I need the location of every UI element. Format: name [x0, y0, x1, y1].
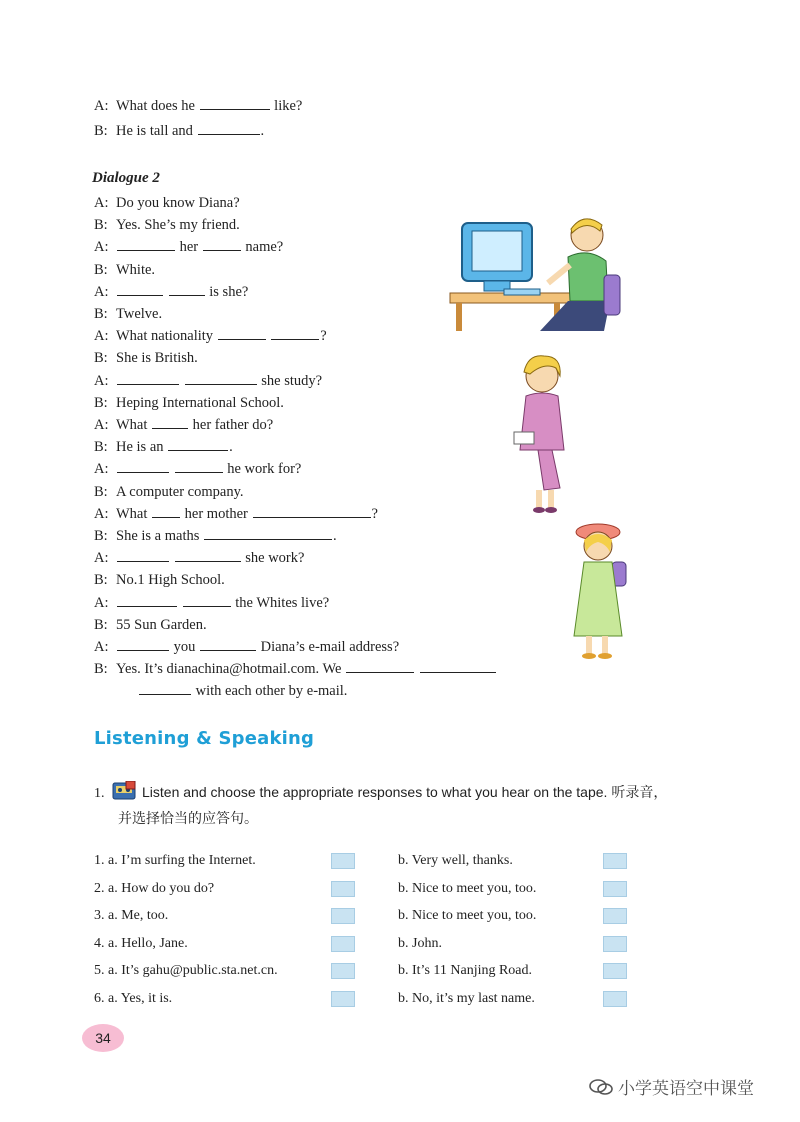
line-text: [164, 284, 168, 300]
line-text: She is British.: [116, 350, 198, 367]
answer-checkbox-a[interactable]: [331, 853, 355, 869]
answer-blank[interactable]: [200, 96, 270, 110]
speaker-label: A:: [94, 195, 109, 211]
answer-blank[interactable]: [218, 326, 266, 340]
dialogue-line: [94, 193, 240, 213]
line-text: Do you know Diana?: [116, 195, 240, 211]
instruction-text-2: 并选择恰当的应答句。: [118, 810, 258, 826]
page-number: 34: [82, 1024, 124, 1052]
speaker-label: A:: [94, 639, 109, 655]
answer-blank[interactable]: [198, 121, 260, 135]
line-text: is she?: [205, 283, 249, 300]
dialogue-line: [94, 593, 329, 613]
dialogue-line: [94, 548, 304, 568]
option-b: b. It’s 11 Nanjing Road.: [398, 963, 533, 978]
line-text: [267, 328, 271, 344]
speaker-label: A:: [94, 372, 109, 389]
line-text: [178, 595, 182, 611]
dialogue-line: [94, 215, 240, 235]
dialogue-line: [94, 326, 327, 346]
option-a: 2. a. How do you do?: [94, 880, 215, 896]
answer-blank[interactable]: [152, 415, 188, 429]
answer-blank[interactable]: [175, 548, 241, 562]
dialogue-title: Dialogue 2: [92, 170, 160, 186]
answer-blank[interactable]: [152, 504, 180, 518]
answer-checkbox-b[interactable]: [603, 853, 627, 869]
dialogue-line: [94, 659, 497, 679]
dialogue-line: [94, 459, 301, 479]
line-text: like?: [270, 98, 303, 114]
answer-blank[interactable]: [117, 237, 175, 251]
line-text: .: [333, 528, 337, 544]
speaker-label: B:: [94, 572, 108, 589]
line-text: ?: [320, 328, 327, 345]
answer-blank[interactable]: [117, 637, 169, 651]
option-b: b. Nice to meet you, too.: [398, 908, 537, 923]
option-a: 5. a. It’s gahu@public.sta.net.cn.: [94, 963, 278, 978]
dialogue-line: [94, 393, 284, 413]
answer-blank[interactable]: [185, 371, 257, 385]
speaker-label: B:: [94, 439, 108, 456]
line-text: you: [170, 639, 199, 655]
line-text: her: [176, 239, 202, 256]
answer-blank[interactable]: [175, 459, 223, 473]
answer-checkbox-a[interactable]: [331, 991, 355, 1007]
line-text: What: [116, 417, 152, 433]
dialogue-line: [94, 637, 399, 657]
option-b: b. Very well, thanks.: [398, 853, 513, 868]
dialogue-line: [116, 681, 347, 701]
dialogue-line: [94, 260, 155, 280]
instruction-number: 1.: [94, 786, 105, 801]
line-text: .: [260, 123, 265, 139]
line-text: .: [229, 439, 233, 456]
answer-blank[interactable]: [271, 326, 319, 340]
answer-blank[interactable]: [139, 681, 191, 695]
speaker-label: A:: [94, 594, 109, 611]
line-text: ?: [371, 505, 378, 522]
line-text: White.: [116, 261, 156, 278]
answer-blank[interactable]: [203, 237, 241, 251]
line-text: What does he: [116, 98, 199, 114]
answer-blank[interactable]: [117, 548, 169, 562]
dialogue-line: [94, 570, 225, 590]
dialogue-line: [94, 526, 337, 546]
answer-blank[interactable]: [117, 459, 169, 473]
line-text: She is a maths: [116, 528, 203, 544]
speaker-label: B:: [94, 306, 108, 322]
line-text: What nationality: [116, 328, 217, 345]
boy-at-computer-illustration: [444, 205, 624, 335]
line-text: she work?: [241, 550, 305, 567]
line-text: Diana’s e-mail address?: [257, 639, 400, 655]
instruction: [94, 780, 734, 830]
line-text: the Whites live?: [231, 594, 330, 611]
speaker-label: A:: [94, 328, 109, 345]
line-text: Yes. It’s dianachina@hotmail.com. We: [116, 661, 346, 678]
speaker-label: B:: [94, 394, 108, 411]
watermark-text: 小学英语空中课堂: [618, 1079, 754, 1099]
option-b: b. Nice to meet you, too.: [398, 880, 537, 896]
dialogue-line: [94, 415, 273, 435]
speaker-label: B:: [94, 261, 108, 278]
dialogue-line: [94, 371, 322, 391]
option-b: b. John.: [398, 935, 442, 951]
line-text: her father do?: [189, 417, 274, 433]
answer-checkbox-b[interactable]: [603, 908, 627, 924]
line-text: [170, 461, 174, 477]
option-a: 1. a. I’m surfing the Internet.: [94, 853, 256, 868]
speaker-label: B:: [94, 616, 108, 633]
speaker-label: B:: [94, 217, 108, 234]
top-line: [94, 96, 302, 116]
speaker-label: A:: [94, 461, 109, 478]
speaker-label: A:: [94, 505, 109, 522]
speaker-label: B:: [94, 528, 108, 544]
option-a: 3. a. Me, too.: [94, 908, 169, 923]
line-text: Twelve.: [116, 306, 163, 322]
line-text: No.1 High School.: [116, 572, 225, 589]
speaker-label: A:: [94, 98, 109, 114]
line-text: He is an: [116, 439, 168, 456]
answer-blank[interactable]: [168, 437, 228, 451]
line-text: 55 Sun Garden.: [116, 616, 207, 633]
answer-blank[interactable]: [253, 504, 371, 518]
answer-checkbox-a[interactable]: [331, 936, 355, 952]
line-text: Yes. She’s my friend.: [116, 217, 240, 234]
line-text: with each other by e-mail.: [192, 683, 348, 700]
line-text: A computer company.: [116, 483, 244, 500]
line-text: name?: [241, 239, 284, 256]
answer-blank[interactable]: [117, 282, 163, 296]
line-text: [170, 550, 174, 566]
watermark: [588, 1074, 754, 1099]
speaker-label: B:: [94, 483, 108, 500]
cassette-tape-icon: [112, 781, 136, 801]
option-b: b. No, it’s my last name.: [398, 990, 535, 1006]
speaker-label: A:: [94, 417, 109, 433]
dialogue-line: [94, 282, 248, 302]
answer-blank[interactable]: [420, 659, 496, 673]
dialogue-line: [94, 482, 244, 502]
answer-blank[interactable]: [200, 637, 256, 651]
dialogue-line: [94, 437, 233, 457]
answer-blank[interactable]: [346, 659, 414, 673]
dialogue-line: [94, 348, 198, 368]
answer-blank[interactable]: [117, 371, 179, 385]
line-text: her mother: [181, 505, 252, 522]
woman-illustration: [508, 350, 578, 515]
speaker-label: B:: [94, 123, 108, 139]
line-text: he work for?: [223, 461, 302, 478]
instruction-text: Listen and choose the appropriate responses to what you hear on the tape. 听录音，: [142, 784, 668, 800]
answer-blank[interactable]: [204, 526, 332, 540]
chat-bubbles-icon: [588, 1077, 614, 1097]
answer-checkbox-b[interactable]: [603, 963, 627, 979]
dialogue-line: [94, 504, 378, 524]
girl-illustration: [566, 518, 632, 663]
line-text: [415, 661, 419, 677]
answer-checkbox-b[interactable]: [603, 936, 627, 952]
top-line: [94, 121, 264, 141]
answer-blank[interactable]: [169, 282, 205, 296]
answer-blank[interactable]: [183, 593, 231, 607]
line-text: What: [116, 505, 152, 522]
dialogue-line: [94, 615, 207, 635]
line-text: Heping International School.: [116, 394, 284, 411]
answer-checkbox-b[interactable]: [603, 881, 627, 897]
speaker-label: A:: [94, 550, 109, 567]
dialogue-line: [94, 304, 162, 324]
dialogue-line: [94, 237, 283, 257]
line-text: [180, 373, 184, 389]
speaker-label: A:: [94, 239, 109, 256]
line-text: He is tall and: [116, 123, 197, 139]
option-a: 6. a. Yes, it is.: [94, 990, 173, 1006]
answer-checkbox-a[interactable]: [331, 908, 355, 924]
answer-checkbox-a[interactable]: [331, 963, 355, 979]
line-text: she study?: [257, 372, 323, 389]
speaker-label: A:: [94, 283, 109, 300]
speaker-label: B:: [94, 661, 108, 678]
speaker-label: B:: [94, 350, 108, 367]
answer-blank[interactable]: [117, 593, 177, 607]
answer-checkbox-b[interactable]: [603, 991, 627, 1007]
option-a: 4. a. Hello, Jane.: [94, 935, 188, 951]
answer-checkbox-a[interactable]: [331, 881, 355, 897]
section-title: Listening & Speaking: [94, 728, 315, 749]
